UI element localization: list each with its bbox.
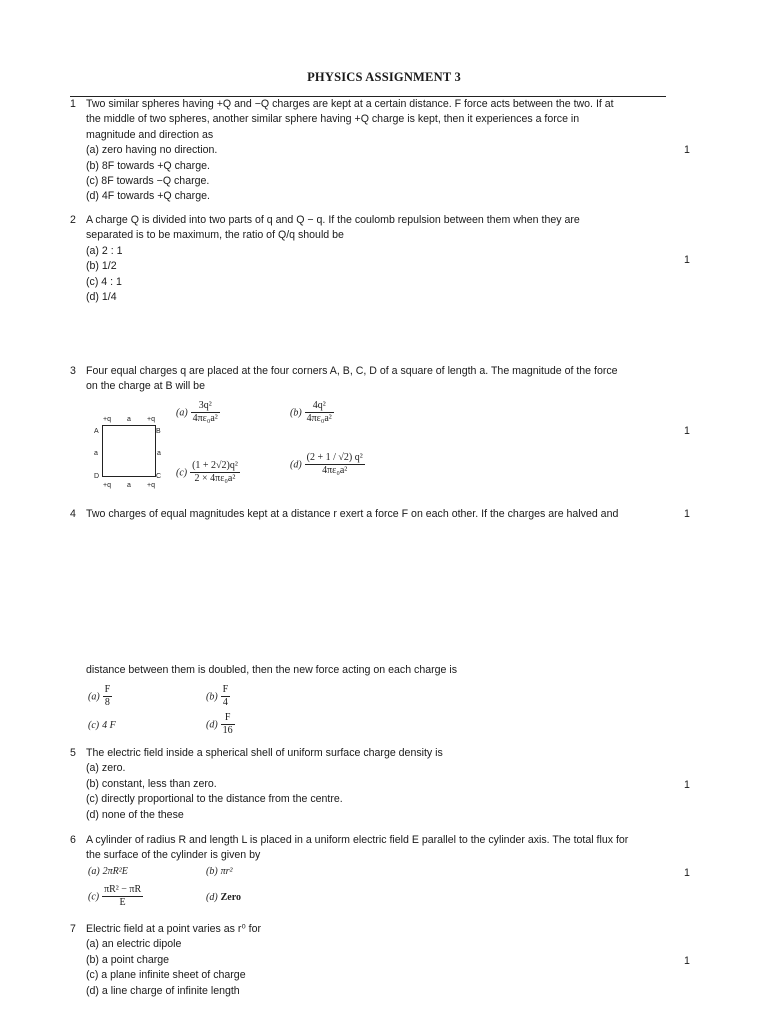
- marks-q4: 1: [684, 508, 690, 520]
- option-c: (c) 8F towards −Q charge.: [86, 175, 210, 188]
- question-number: 2: [70, 214, 76, 226]
- option-d: (d) 4F towards +Q charge.: [86, 190, 210, 203]
- option-c: (c) $\frac{\text{πR² − πR}}{E}$: [88, 884, 142, 908]
- question-number: 7: [70, 923, 76, 935]
- question-text: A charge Q is divided into two parts of q and Q − q. If the coulomb repulsion between them when they are: [86, 214, 580, 226]
- question-number: 1: [70, 98, 76, 110]
- marks-q2: 1: [684, 254, 690, 266]
- question-text: on the charge at B will be: [86, 380, 205, 393]
- option-a: (a) $\frac{\text{3q²}}{\text{4πε₀a²}}$: [176, 400, 218, 424]
- corner-label: C: [156, 473, 162, 480]
- question-number: 5: [70, 747, 76, 759]
- option-c: (c) $\frac{\text{(1 + 2√2)q²}}{\text{2 × 4πε₀a²}}$: [176, 460, 238, 484]
- option-c: (c) 4 : 1: [86, 275, 122, 288]
- side-label: a: [94, 450, 98, 457]
- option-b: (b) constant, less than zero.: [86, 777, 217, 790]
- option-d: (d) $\frac{F}{16}$: [206, 712, 233, 736]
- charge-label: +q: [147, 482, 155, 489]
- option-c: (c) a plane infinite sheet of charge: [86, 969, 246, 982]
- option-c: (c) directly proportional to the distance from the centre.: [86, 793, 343, 806]
- option-a: (a) 2 : 1: [86, 244, 123, 257]
- option-d: (d) 1/4: [86, 291, 117, 304]
- charge-label: +q: [147, 416, 155, 423]
- option-b: (b) 8F towards +Q charge.: [86, 159, 210, 172]
- side-label: a: [127, 482, 131, 489]
- side-label: a: [157, 450, 161, 457]
- square-diagram: [90, 416, 170, 490]
- question-text: distance between them is doubled, then the new force acting on each charge is: [86, 664, 458, 676]
- question-text: separated is to be maximum, the ratio of Q/q should be: [86, 229, 344, 242]
- option-a: (a) $\frac{F}{8}$: [88, 684, 111, 708]
- marks-q3: 1: [684, 425, 690, 437]
- option-a: (a) zero having no direction.: [86, 144, 218, 157]
- option-b: (b) 1/2: [86, 260, 117, 273]
- question-text: Two charges of equal magnitudes kept at a distance r exert a force F on each other. If the charges are halved and: [86, 508, 619, 520]
- square-shape: [102, 425, 156, 477]
- option-b: (b) a point charge: [86, 953, 170, 966]
- option-b: (b) $\frac{\text{4q²}}{\text{4πε₀a²}}$: [290, 400, 332, 424]
- option-c: (c) 4 F: [88, 720, 116, 731]
- question-text: magnitude and direction as: [86, 128, 214, 141]
- question-text: the surface of the cylinder is given by: [86, 849, 261, 862]
- question-text: The electric field inside a spherical shell of uniform surface charge density is: [86, 747, 443, 759]
- corner-label: A: [94, 428, 99, 435]
- page-title: PHYSICS ASSIGNMENT 3: [307, 70, 461, 84]
- option-d: (d) $\frac{\text{(2 + 1 / √2) q²}}{\text{4πε₀a²}}$: [290, 452, 363, 476]
- option-b: (b) $\frac{F}{4}$: [206, 684, 229, 708]
- option-d: (d) a line charge of infinite length: [86, 984, 240, 997]
- option-d: (d) none of the these: [86, 808, 184, 821]
- charge-label: +q: [103, 416, 111, 423]
- option-a: (a) zero.: [86, 762, 126, 775]
- marks-q5: 1: [684, 779, 690, 791]
- question-number: 3: [70, 365, 76, 377]
- corner-label: B: [156, 428, 161, 435]
- option-b: (b) πr²: [206, 866, 233, 877]
- corner-label: D: [94, 473, 100, 480]
- option-d: (d) Zero: [206, 892, 241, 903]
- marks-q7: 1: [684, 955, 690, 967]
- question-text: Four equal charges q are placed at the four corners A, B, C, D of a square of length a. The magnitude of the force: [86, 365, 618, 377]
- question-text: A cylinder of radius R and length L is placed in a uniform electric field E parallel to the cylinder axis. The total flux for: [86, 834, 629, 846]
- marks-q1: 1: [684, 144, 690, 156]
- question-number: 6: [70, 834, 76, 846]
- question-text: Electric field at a point varies as r⁰ for: [86, 923, 261, 935]
- marks-q6: 1: [684, 867, 690, 879]
- question-text: Two similar spheres having +Q and −Q charges are kept at a certain distance. F force acts between the two. If at: [86, 98, 614, 110]
- question-number: 4: [70, 508, 76, 520]
- option-a: (a) 2πR²E: [88, 866, 128, 877]
- charge-label: +q: [103, 482, 111, 489]
- option-a: (a) an electric dipole: [86, 938, 182, 951]
- question-text: the middle of two spheres, another similar sphere having +Q charge is kept, then it experiences a force in: [86, 113, 580, 126]
- side-label: a: [127, 416, 131, 423]
